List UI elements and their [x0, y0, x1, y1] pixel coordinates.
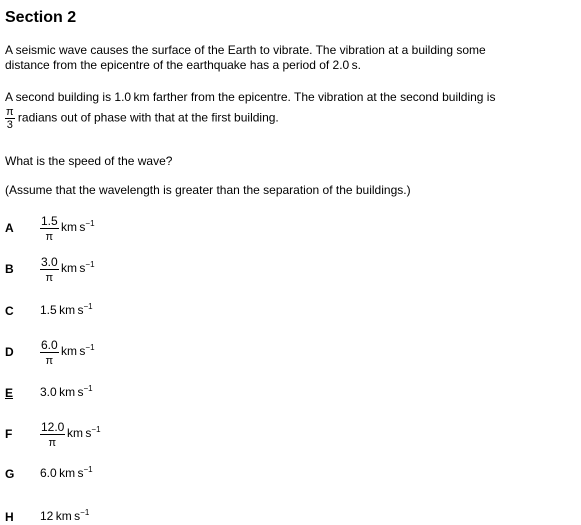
option-unit-exponent: −1 — [83, 465, 93, 474]
option-numerator: 12.0 — [41, 420, 65, 434]
option-unit-exponent: −1 — [91, 425, 101, 434]
phase-fraction-numerator: π — [6, 106, 14, 118]
paragraph-1-line-2: distance from the epicentre of the earthquake has a period of 2.0 s. — [5, 58, 361, 72]
option-unit: km $s^{-1}$ — [61, 219, 95, 234]
option-unit: km $s^{-1}$ — [67, 425, 101, 440]
phase-fraction — [5, 107, 15, 130]
paragraph-2-line-2 — [5, 107, 279, 130]
option-unit-exponent: −1 — [85, 219, 95, 228]
phase-fraction-denominator: 3 — [6, 119, 13, 131]
option-unit-exponent: −1 — [85, 260, 95, 269]
question-text: What is the speed of the wave? — [5, 154, 173, 168]
option-unit: km $s^{-1}$ — [61, 343, 95, 358]
option-letter-e: E — [5, 386, 14, 400]
option-numerator: 6.0 — [41, 338, 58, 352]
option-value-c: 1.5 km $s^{-1}$ — [40, 302, 93, 317]
option-denominator: π — [45, 355, 54, 367]
option-denominator: π — [48, 437, 57, 449]
section-title: Section 2 — [5, 9, 77, 26]
option-value-e: 3.0 km $s^{-1}$ — [40, 384, 93, 399]
option-letter-d: D — [5, 345, 14, 359]
option-unit-exponent: −1 — [83, 302, 93, 311]
option-unit: km $s^{-1}$ — [61, 260, 95, 275]
option-numerator: 3.0 — [41, 255, 58, 269]
option-numerator: 1.5 — [41, 214, 58, 228]
option-letter-f: F — [5, 427, 13, 441]
option-letter-c: C — [5, 304, 14, 318]
option-letter-b: B — [5, 262, 14, 276]
option-unit-exponent: −1 — [85, 343, 95, 352]
option-value-h: 12 km $s^{-1}$ — [40, 508, 90, 523]
option-value-g: 6.0 km $s^{-1}$ — [40, 465, 93, 480]
paragraph-2-line-2-text: radians out of phase with that at the first building. — [14, 110, 279, 125]
option-letter-g: G — [5, 467, 15, 481]
option-denominator: π — [45, 231, 54, 243]
option-unit-exponent: −1 — [80, 508, 90, 517]
option-letter-h: H — [5, 510, 14, 524]
option-denominator: π — [45, 272, 54, 284]
option-unit-exponent: −1 — [83, 384, 93, 393]
option-letter-a: A — [5, 221, 14, 235]
assumption-text: (Assume that the wavelength is greater than the separation of the buildings.) — [5, 183, 411, 197]
paragraph-1-line-1: A seismic wave causes the surface of the Earth to vibrate. The vibration at a building some — [5, 43, 486, 57]
paragraph-2-line-1: A second building is 1.0 km farther from the epicentre. The vibration at the second building is — [5, 90, 496, 104]
